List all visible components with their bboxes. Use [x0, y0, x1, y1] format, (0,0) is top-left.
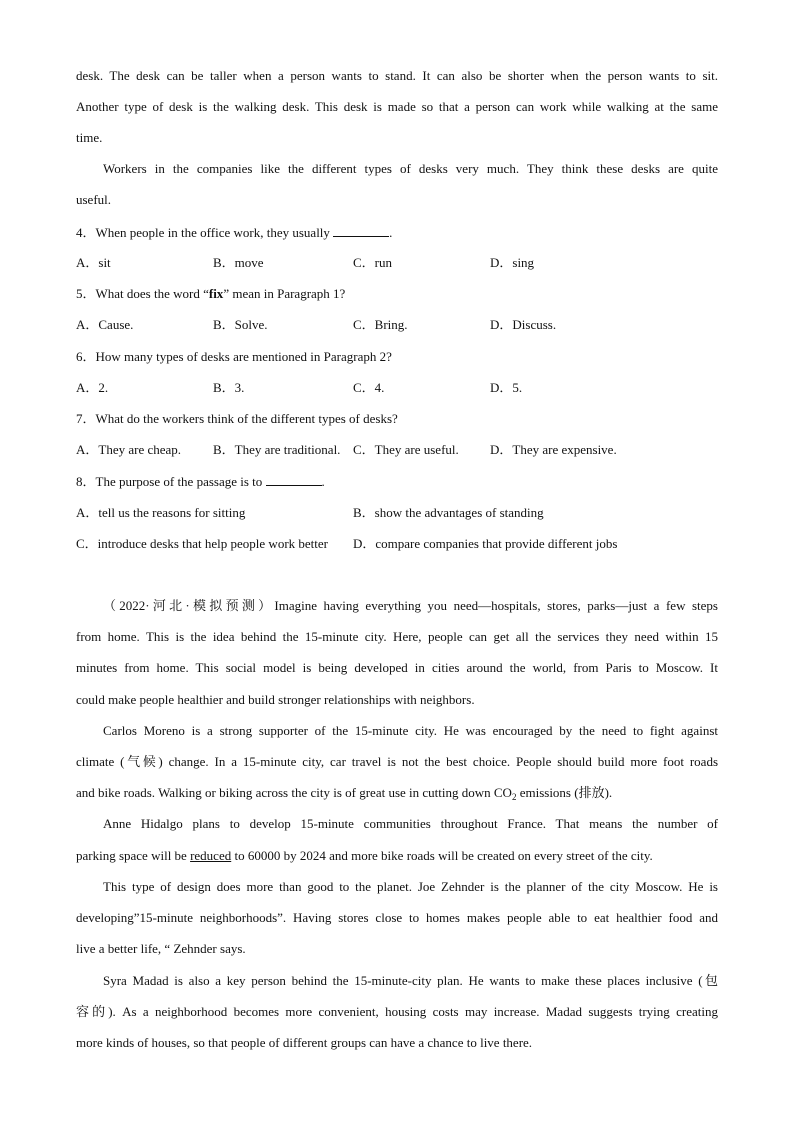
- question-5-stem: 5．What does the word “fix” mean in Paragraph 1?: [76, 286, 346, 301]
- passage-text-line: minutes from home. This social model is being developed in cities around the world, from Paris to Moscow. It: [76, 660, 718, 675]
- question-8-option-b[interactable]: B．show the advantages of standing: [353, 505, 544, 520]
- question-4-option-b[interactable]: B．move: [213, 255, 264, 270]
- passage-text-line: Workers in the companies like the different types of desks very much. They think these desks are quite: [103, 161, 718, 176]
- question-8-option-c[interactable]: C．introduce desks that help people work better: [76, 536, 328, 551]
- passage-text-line: This type of design does more than good to the planet. Joe Zehnder is the planner of the city Moscow. He is: [103, 879, 718, 894]
- passage-text-line: Syra Madad is also a key person behind the 15-minute-city plan. He wants to make these places inclusive (包: [103, 973, 718, 988]
- question-7-option-d[interactable]: D．They are expensive.: [490, 442, 617, 457]
- passage-text-line: and bike roads. Walking or biking across the city is of great use in cutting down $CO_2$ emissions (排放).: [76, 785, 613, 802]
- passage-text-line: Carlos Moreno is a strong supporter of the 15-minute city. He was encouraged by the need to fight against: [103, 723, 718, 738]
- question-7-option-a[interactable]: A．They are cheap.: [76, 442, 182, 457]
- answer-blank[interactable]: [266, 473, 322, 486]
- question-7-stem: 7．What do the workers think of the different types of desks?: [76, 411, 398, 426]
- passage-text-line: more kinds of houses, so that people of different groups can have a chance to live there.: [76, 1035, 533, 1050]
- passage-text-line: developing”15-minute neighborhoods”. Having stores close to homes makes people able to eat healthier food and: [76, 910, 718, 925]
- question-6-option-a[interactable]: A．2.: [76, 380, 109, 395]
- question-7-option-c[interactable]: C．They are useful.: [353, 442, 459, 457]
- question-7-option-b[interactable]: B．They are traditional.: [213, 442, 341, 457]
- question-8-option-a[interactable]: A．tell us the reasons for sitting: [76, 505, 246, 520]
- passage-text-line: from home. This is the idea behind the 15-minute city. Here, people can get all the services they need within 15: [76, 629, 718, 644]
- passage-text-line: parking space will be reduced to 60000 by 2024 and more bike roads will be created on every street of the city.: [76, 848, 653, 863]
- passage-text-line: Anne Hidalgo plans to develop 15-minute communities throughout France. That means the number of: [103, 816, 718, 831]
- question-5-option-a[interactable]: A．Cause.: [76, 317, 134, 332]
- passage-text-line: climate (气候) change. In a 15-minute city, car travel is not the best choice. People should build more foot roads: [76, 754, 718, 769]
- question-5-option-b[interactable]: B．Solve.: [213, 317, 268, 332]
- question-4-option-c[interactable]: C．run: [353, 255, 393, 270]
- question-5-option-d[interactable]: D．Discuss.: [490, 317, 557, 332]
- question-4-option-a[interactable]: A．sit: [76, 255, 111, 270]
- question-8-stem: 8．The purpose of the passage is to .: [76, 474, 325, 489]
- keyword-fix: fix: [208, 286, 224, 301]
- passage-text-line: useful.: [76, 192, 112, 207]
- question-6-option-c[interactable]: C．4.: [353, 380, 385, 395]
- question-6-option-b[interactable]: B．3.: [213, 380, 245, 395]
- answer-blank[interactable]: [333, 224, 389, 237]
- passage-text-line: time.: [76, 130, 103, 145]
- question-5-option-c[interactable]: C．Bring.: [353, 317, 408, 332]
- passage-text-line: could make people healthier and build stronger relationships with neighbors.: [76, 692, 475, 707]
- underlined-word: reduced: [190, 848, 232, 863]
- passage-text-line: desk. The desk can be taller when a person wants to stand. It can also be shorter when the person wants to sit.: [76, 68, 718, 83]
- question-4-option-d[interactable]: D．sing: [490, 255, 535, 270]
- passage-text-line: Another type of desk is the walking desk. This desk is made so that a person can work while walking at the same: [76, 99, 718, 114]
- passage-text-line: live a better life, “ Zehnder says.: [76, 941, 246, 956]
- question-6-option-d[interactable]: D．5.: [490, 380, 523, 395]
- passage-text-line: 容的). As a neighborhood becomes more convenient, housing costs may increase. Madad suggests trying creating: [76, 1004, 718, 1019]
- question-4-stem: 4．When people in the office work, they usually .: [76, 225, 393, 240]
- question-8-option-d[interactable]: D．compare companies that provide different jobs: [353, 536, 618, 551]
- question-6-stem: 6．How many types of desks are mentioned in Paragraph 2?: [76, 349, 392, 364]
- passage-text-line: （2022·河北·模拟预测）Imagine having everything you need—hospitals, stores, parks—just a few steps: [103, 598, 718, 613]
